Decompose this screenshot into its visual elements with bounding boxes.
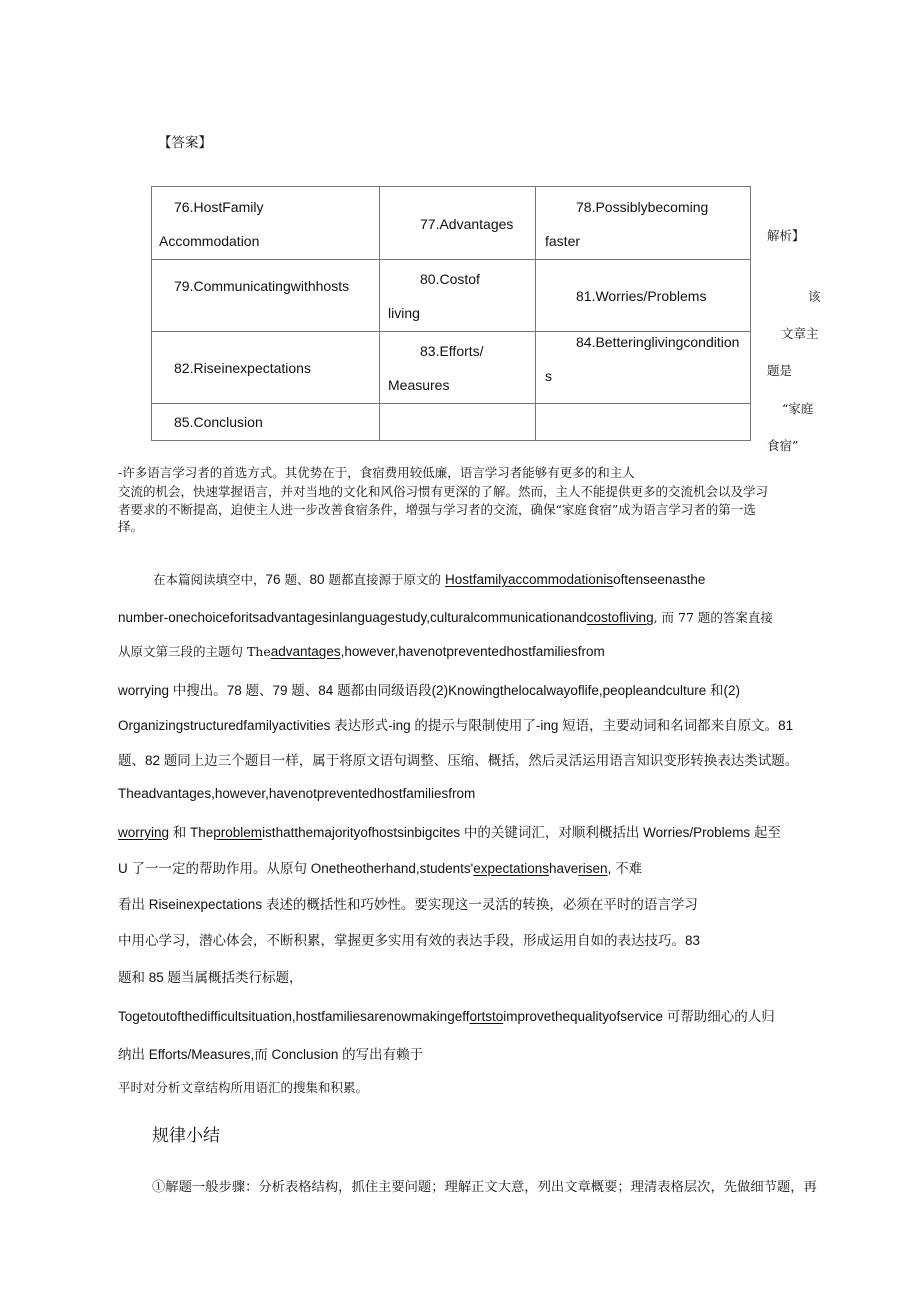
table-row bbox=[152, 332, 751, 404]
table-cell-81: 81.Worries/Problems bbox=[536, 260, 751, 332]
table-cell-84: 84.Betteringlivingcondition s bbox=[536, 332, 751, 404]
analysis-line: 平时对分析文章结构所用语汇的搜集和积累。 bbox=[118, 1080, 369, 1095]
analysis-line: 题和 85 题当属概括类行标题， bbox=[118, 970, 303, 985]
analysis-line: 在本篇阅读填空中，76 题、80 题都直接源于原文的 Hostfamilyaccommodationisoftenseenasthe bbox=[153, 572, 706, 587]
table-cell-78: 78.Possiblybecoming faster bbox=[536, 187, 751, 260]
analysis-line: Organizingstructuredfamilyactivities 表达形式-ing 的提示与限制使用了-ing 短语，主要动词和名词都来自原文。81 bbox=[118, 718, 794, 733]
analysis-line: worrying 和 Theproblemisthatthemajorityofhostsinbigcites 中的关键词汇，对顺利概括出 Worries/Problems 起至 bbox=[118, 825, 781, 840]
summary-line: -许多语言学习者的首选方式。其优势在于，食宿费用较低廉，语言学习者能够有更多的和主人 bbox=[118, 465, 635, 480]
table-cell-79: 79.Communicatingwithhosts bbox=[152, 260, 380, 332]
analysis-line: U 了一一定的帮助作用。从原句 Onetheotherhand,students'expectationshaverisen, 不难 bbox=[118, 861, 643, 876]
analysis-line: Theadvantages,however,havenotpreventedhostfamiliesfrom bbox=[118, 786, 476, 801]
rule-heading: 规律小结 bbox=[152, 1126, 220, 1146]
summary-line: 交流的机会，快速掌握语言，并对当地的文化和风俗习惯有更深的了解。然而，主人不能提供更多的交流机会以及学习 bbox=[118, 484, 769, 499]
analysis-line: 从原文第三段的主题句 Theadvantages,however,havenotpreventedhostfamiliesfrom bbox=[118, 644, 605, 659]
table-cell-83: 83.Efforts/ Measures bbox=[380, 332, 536, 404]
table-row bbox=[152, 187, 751, 260]
side-text-wenzhang: 文章主 bbox=[781, 326, 819, 341]
table-cell-80: 80.Costof living bbox=[380, 260, 536, 332]
side-text-shisu: 食宿” bbox=[767, 438, 799, 453]
analysis-line: 题、82 题同上边三个题目一样，属于将原文语句调整、压缩、概括，然后灵活运用语言知识变形转换表达类试题。 bbox=[118, 753, 799, 768]
table-cell-82: 82.Riseinexpectations bbox=[152, 332, 380, 404]
summary-line: 者要求的不断提高，迫使主人进一步改善食宿条件，增强与学习者的交流，确保“家庭食宿”成为语言学习者的第一选 bbox=[118, 502, 756, 517]
side-text-tishi: 题是 bbox=[767, 363, 793, 378]
side-text-jiating: “家庭 bbox=[782, 401, 814, 416]
table-cell-85: 85.Conclusion bbox=[152, 404, 380, 441]
rule-line: ①解题一般步骤：分析表格结构，抓住主要问题；理解正文大意，列出文章概要；理清表格层次，先做细节题，再 bbox=[152, 1180, 817, 1195]
table-row bbox=[152, 260, 751, 332]
side-text-gai: 该 bbox=[808, 289, 821, 304]
analysis-line: worrying 中搜出。78 题、79 题、84 题都由同级语段(2)Knowingthelocalwayoflife,peopleandculture 和(2) bbox=[118, 683, 740, 698]
analysis-line: Togetoutofthedifficultsituation,hostfamiliesarenowmakingeffortstoimprovethequalityofservice 可帮助细心的人归 bbox=[118, 1009, 775, 1024]
analysis-line: number-onechoiceforitsadvantagesinlanguagestudy,culturalcommunicationandcostofliving, 而 77 题的答案直接 bbox=[118, 610, 773, 625]
side-text-jiexi: 解析】 bbox=[767, 228, 805, 243]
analysis-line: 纳出 Efforts/Measures,而 Conclusion 的写出有赖于 bbox=[118, 1047, 424, 1062]
table-cell-empty bbox=[536, 404, 751, 441]
table-cell-76: 76.HostFamily Accommodation bbox=[152, 187, 380, 260]
answer-table bbox=[151, 186, 751, 441]
answer-heading: 【答案】 bbox=[158, 135, 212, 151]
analysis-line: 看出 Riseinexpectations 表述的概括性和巧妙性。要实现这一灵活的转换，必须在平时的语言学习 bbox=[118, 897, 698, 912]
table-cell-77: 77.Advantages bbox=[380, 187, 536, 260]
table-row bbox=[152, 404, 751, 441]
table-cell-empty bbox=[380, 404, 536, 441]
analysis-line: 中用心学习，潜心体会，不断积累，掌握更多实用有效的表达手段，形成运用自如的表达技巧。83 bbox=[118, 933, 701, 948]
summary-line: 择。 bbox=[118, 519, 144, 534]
